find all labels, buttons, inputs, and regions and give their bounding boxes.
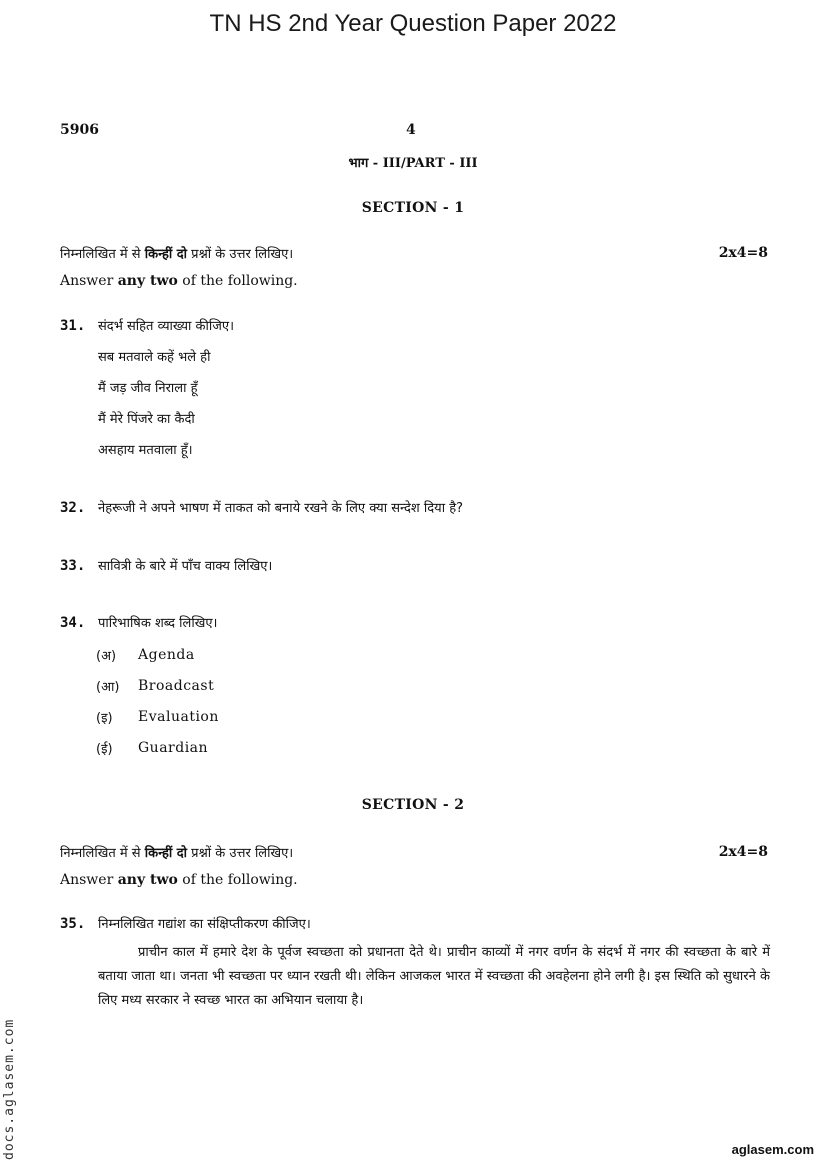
section-2-instruction-english: [60, 872, 298, 888]
instruction-text: प्रश्नों के उत्तर लिखिए।: [187, 247, 294, 262]
instruction-text: प्रश्नों के उत्तर लिखिए।: [187, 846, 294, 861]
question-31-number: 31.: [60, 318, 86, 334]
section-1-title: SECTION - 1: [361, 200, 465, 216]
poem-line-3: मैं मेरे पिंजरे का कैदी: [98, 412, 195, 427]
question-33-text: सावित्री के बारे में पाँच वाक्य लिखिए।: [98, 559, 273, 574]
option-d-word: Guardian: [138, 740, 209, 756]
poem-line-1: सब मतवाले कहें भले ही: [98, 350, 211, 365]
question-35-text: निम्नलिखित गद्यांश का संक्षिप्तीकरण कीजिए।: [98, 917, 311, 932]
section-1-instruction-hindi: [60, 244, 293, 262]
footer-site-link[interactable]: aglasem.com: [731, 1142, 814, 1157]
instruction-text: of the following.: [177, 872, 298, 888]
option-a-word: Agenda: [138, 647, 195, 663]
question-35-passage: प्राचीन काल में हमारे देश के पूर्वज स्वच्छता को प्रधानता देते थे। प्राचीन काव्यों में नगर वर्णन के संदर्भ में नगर की स्वच्छता के बारे में बताया जाता था। जनता भी स्वच्छता पर ध्यान रखती थी। लेकिन आजकल भारत में स्वच्छता की अवहेलना होने लगी है। इस स्थिति को सुधारने के लिए मध्य सरकार ने स्वच्छ भारत का अभियान चलाया है।: [98, 945, 770, 1008]
option-d-letter: (ई): [96, 742, 113, 757]
option-b-letter: (आ): [96, 680, 120, 695]
question-33-number: 33.: [60, 558, 86, 574]
page-number: 4: [406, 122, 416, 138]
page-banner-title: TN HS 2nd Year Question Paper 2022: [209, 10, 617, 37]
instruction-text: Answer: [60, 872, 118, 888]
question-31-text: संदर्भ सहित व्याख्या कीजिए।: [98, 319, 235, 334]
question-34-text: पारिभाषिक शब्द लिखिए।: [98, 616, 218, 631]
option-c-letter: (इ): [96, 711, 113, 726]
instruction-text: निम्नलिखित में से: [60, 247, 145, 262]
section-2-marks: 2x4=8: [718, 844, 768, 860]
poem-line-2: मैं जड़ जीव निराला हूँ: [98, 381, 198, 396]
instruction-text: Answer: [60, 273, 118, 289]
poem-line-4: असहाय मतवाला हूँ।: [98, 443, 193, 458]
paper-code: 5906: [60, 122, 99, 138]
instruction-text: निम्नलिखित में से: [60, 846, 145, 861]
section-2-instruction-hindi: [60, 843, 293, 861]
instruction-text: of the following.: [177, 273, 298, 289]
instruction-emphasis: any two: [117, 273, 178, 289]
section-1-instruction-english: [60, 273, 298, 289]
instruction-emphasis: किन्हीं दो: [144, 846, 188, 861]
section-1-marks: 2x4=8: [718, 245, 768, 261]
instruction-emphasis: any two: [117, 872, 178, 888]
option-c-word: Evaluation: [138, 709, 219, 725]
option-b-word: Broadcast: [138, 678, 215, 694]
side-watermark: docs.aglasem.com: [2, 1018, 17, 1160]
section-2-title: SECTION - 2: [361, 797, 465, 813]
question-32-text: नेहरूजी ने अपने भाषण में ताकत को बनाये रखने के लिए क्या सन्देश दिया है?: [98, 501, 464, 516]
question-34-number: 34.: [60, 615, 86, 631]
question-32-number: 32.: [60, 500, 86, 516]
option-a-letter: (अ): [96, 649, 117, 664]
instruction-emphasis: किन्हीं दो: [144, 247, 188, 262]
part-heading: भाग - III/PART - III: [348, 156, 478, 171]
question-35-number: 35.: [60, 916, 86, 932]
